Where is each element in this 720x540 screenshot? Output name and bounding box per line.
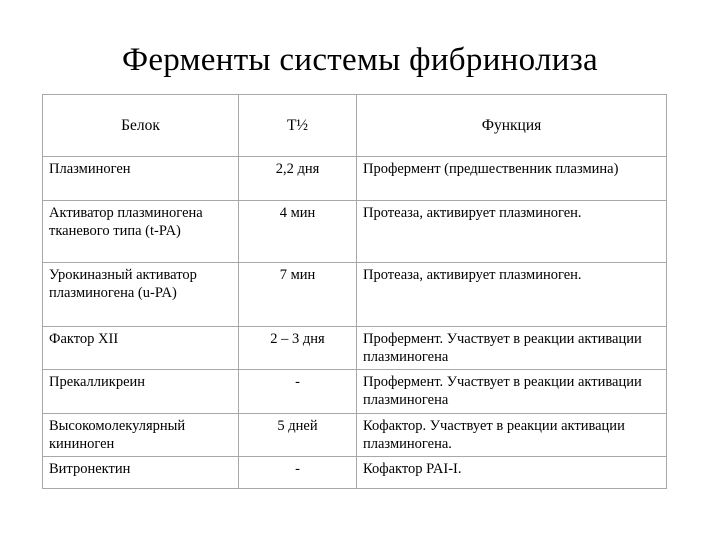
function-cell: Кофактор. Участвует в реакции активации плазминогена. [357, 414, 667, 457]
table-row [43, 263, 667, 327]
half-life-cell: 2 – 3 дня [239, 327, 357, 370]
table-row [43, 414, 667, 457]
protein-cell: Витронектин [43, 457, 239, 489]
half-life-cell: - [239, 370, 357, 414]
protein-cell: Фактор XII [43, 327, 239, 370]
header-protein: Белок [43, 95, 239, 157]
protein-cell: Прекалликреин [43, 370, 239, 414]
function-cell: Профермент. Участвует в реакции активации плазминогена [357, 327, 667, 370]
table-row [43, 370, 667, 414]
table-row [43, 201, 667, 263]
function-cell: Протеаза, активирует плазминоген. [357, 201, 667, 263]
half-life-cell: 4 мин [239, 201, 357, 263]
header-function: Функция [357, 95, 667, 157]
table-header-row [43, 95, 667, 157]
enzymes-table [42, 94, 667, 489]
half-life-cell: 2,2 дня [239, 157, 357, 201]
table-row [43, 327, 667, 370]
table-row [43, 157, 667, 201]
protein-cell: Активатор плазминогена тканевого типа (t-PA) [43, 201, 239, 263]
slide-title: Ферменты системы фибринолиза [121, 42, 598, 78]
protein-cell: Высокомолекулярный кининоген [43, 414, 239, 457]
half-life-cell: 7 мин [239, 263, 357, 327]
protein-cell: Плазминоген [43, 157, 239, 201]
header-half-life: Т½ [239, 95, 357, 157]
table-row [43, 457, 667, 489]
function-cell: Профермент (предшественник плазмина) [357, 157, 667, 201]
protein-cell: Урокиназный активатор плазминогена (u-PA) [43, 263, 239, 327]
function-cell: Кофактор PAI-I. [357, 457, 667, 489]
half-life-cell: - [239, 457, 357, 489]
function-cell: Протеаза, активирует плазминоген. [357, 263, 667, 327]
function-cell: Профермент. Участвует в реакции активации плазминогена [357, 370, 667, 414]
half-life-cell: 5 дней [239, 414, 357, 457]
